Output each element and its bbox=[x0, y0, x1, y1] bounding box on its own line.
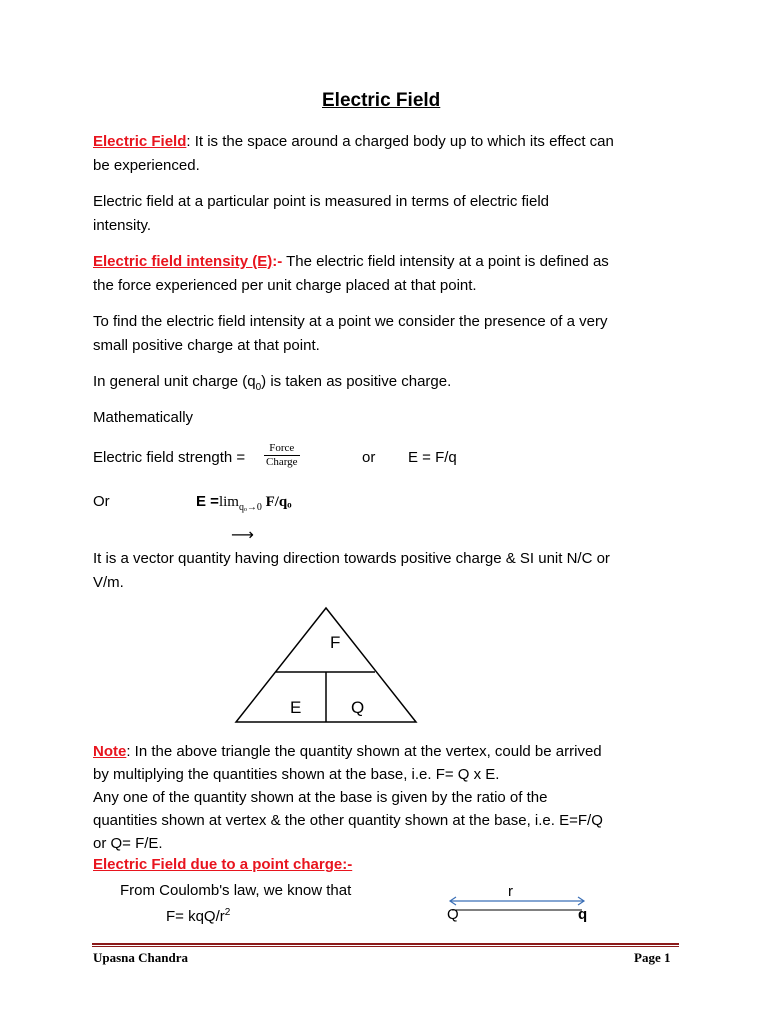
def-electric-field bbox=[93, 130, 614, 153]
formula-strength-label: Electric field strength = bbox=[93, 449, 246, 466]
def-electric-field-line1: : It is the space around a charged body up to which its effect can bbox=[186, 133, 614, 150]
para-unit-charge bbox=[93, 370, 451, 399]
para-find-line2: small positive charge at that point. bbox=[93, 337, 320, 354]
formula2-or: Or bbox=[93, 493, 110, 510]
limit-lim: lim bbox=[218, 494, 239, 510]
footer-rule-thick bbox=[92, 943, 679, 945]
unit-charge-pre: In general unit charge (q bbox=[93, 373, 256, 390]
term-note: Note bbox=[93, 743, 127, 760]
def-field-intensity bbox=[93, 250, 609, 273]
term-electric-field: Electric Field bbox=[93, 133, 187, 150]
unit-charge-sub: 0 bbox=[255, 382, 262, 393]
footer-rule-thin bbox=[92, 946, 679, 947]
diagram-label-r: r bbox=[508, 883, 513, 900]
fraction-denominator: Charge bbox=[266, 456, 298, 468]
section-point-charge bbox=[93, 853, 352, 876]
coulomb-formula-sup: 2 bbox=[224, 907, 231, 918]
coulomb-formula-text: F= kqQ/r bbox=[166, 908, 225, 925]
vector-arrow-icon: ⟶ bbox=[231, 527, 254, 544]
fraction-numerator: Force bbox=[264, 442, 300, 456]
para-vector-line2: V/m. bbox=[93, 574, 124, 591]
unit-charge-post: ) is taken as positive charge. bbox=[261, 373, 452, 390]
diagram-label-q: q bbox=[578, 906, 588, 923]
def-electric-field-line2: be experienced. bbox=[93, 157, 200, 174]
footer-author: Upasna Chandra bbox=[93, 950, 189, 965]
math-heading: Mathematically bbox=[93, 409, 194, 426]
footer-page-number: Page 1 bbox=[634, 950, 671, 965]
note-line3: Any one of the quantity shown at the base is given by the ratio of the bbox=[93, 789, 548, 806]
formula-limit bbox=[196, 490, 292, 519]
def-field-intensity-line1: The electric field intensity at a point is defined as bbox=[282, 253, 609, 270]
diagram-label-Q: Q bbox=[447, 906, 459, 923]
para-measured-line1: Electric field at a particular point is measured in terms of electric field bbox=[93, 193, 550, 210]
section-point-charge-text: Electric Field due to a point charge:- bbox=[93, 856, 353, 873]
term-separator: :- bbox=[272, 253, 283, 270]
note-line1 bbox=[93, 740, 602, 763]
coulomb-formula bbox=[166, 901, 230, 928]
formula-alt: E = F/q bbox=[408, 449, 457, 466]
para-measured-line2: intensity. bbox=[93, 217, 152, 234]
formula-or: or bbox=[362, 449, 376, 466]
formula-fraction bbox=[264, 442, 300, 469]
triangle-label-e: E bbox=[290, 698, 302, 717]
fef-triangle-diagram bbox=[230, 604, 422, 726]
coulomb-intro: From Coulomb's law, we know that bbox=[120, 882, 352, 899]
triangle-label-f: F bbox=[330, 633, 341, 652]
note-line5: or Q= F/E. bbox=[93, 835, 163, 852]
para-vector-line1: It is a vector quantity having direction towards positive charge & SI unit N/C or bbox=[93, 550, 610, 567]
limit-rhs: F/qₒ bbox=[261, 494, 292, 510]
triangle-label-q: Q bbox=[351, 698, 365, 717]
note-text-1: : In the above triangle the quantity shown at the vertex, could be arrived bbox=[126, 743, 602, 760]
term-field-intensity: Electric field intensity (E) bbox=[93, 253, 273, 270]
para-find-line1: To find the electric field intensity at a point we consider the presence of a very bbox=[93, 313, 608, 330]
page-title: Electric Field bbox=[322, 90, 441, 111]
limit-lhs: E = bbox=[196, 493, 219, 510]
note-line2: by multiplying the quantities shown at the base, i.e. F= Q x E. bbox=[93, 766, 500, 783]
distance-arrow-icon bbox=[446, 896, 588, 912]
limit-sub: qₒ→0 bbox=[238, 502, 262, 513]
def-field-intensity-line2: the force experienced per unit charge placed at that point. bbox=[93, 277, 477, 294]
note-line4: quantities shown at vertex & the other quantity shown at the base, i.e. E=F/Q bbox=[93, 812, 603, 829]
